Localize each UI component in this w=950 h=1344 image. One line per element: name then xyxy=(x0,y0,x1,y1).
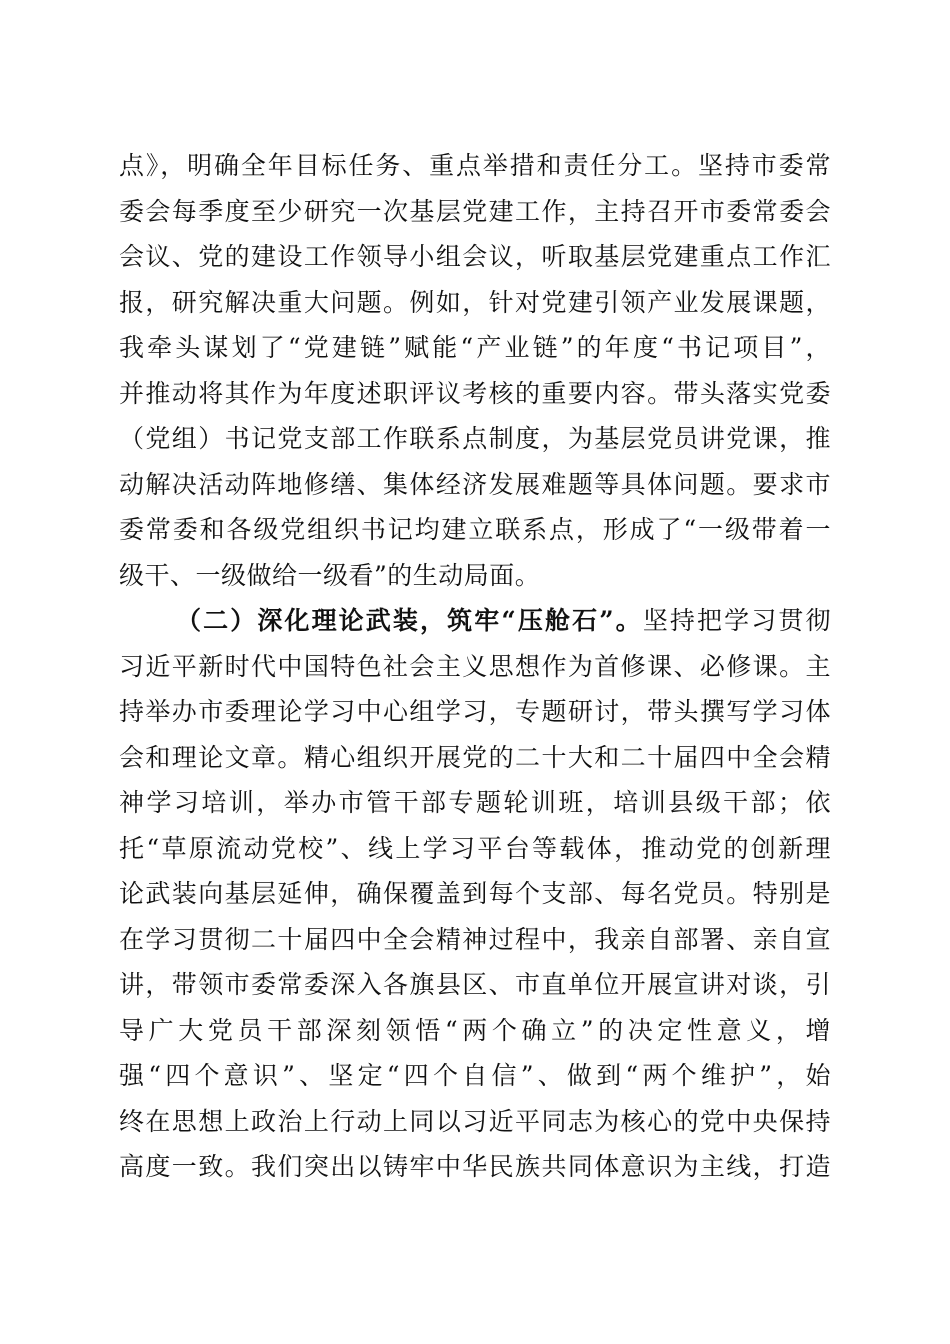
text-line: （党组）书记党支部工作联系点制度，为基层党员讲党课，推 xyxy=(119,424,831,453)
text-line: 委常委和各级党组织书记均建立联系点，形成了“一级带着一 xyxy=(119,515,831,544)
text-line: 讲，带领市委常委深入各旗县区、市直单位开展宣讲对谈，引 xyxy=(119,970,831,999)
text-line: 报，研究解决重大问题。例如，针对党建引领产业发展课题， xyxy=(119,287,831,317)
text-line: 会议、党的建设工作领导小组会议，听取基层党建重点工作汇 xyxy=(119,242,831,271)
text-line: 我牵头谋划了“党建链”赋能“产业链”的年度“书记项目”， xyxy=(119,333,831,362)
text-line: 点》，明确全年目标任务、重点举措和责任分工。坚持市委常 xyxy=(119,151,831,180)
text-line: 动解决活动阵地修缮、集体经济发展难题等具体问题。要求市 xyxy=(119,469,831,499)
section-heading: （二）深化理论武装，筑牢“压舱石”。 xyxy=(176,606,643,635)
text-line: 论武装向基层延伸，确保覆盖到每个支部、每名党员。特别是 xyxy=(119,879,831,908)
section-heading-line xyxy=(119,598,831,644)
text-line: 神学习培训，举办市管干部专题轮训班，培训县级干部；依 xyxy=(119,788,831,817)
text-line: 会和理论文章。精心组织开展党的二十大和二十届四中全会精 xyxy=(119,742,831,772)
text-line: 托“草原流动党校”、线上学习平台等载体，推动党的创新理 xyxy=(119,833,831,863)
text-line: 委会每季度至少研究一次基层党建工作，主持召开市委常委会 xyxy=(119,196,831,226)
heading-line-text: 坚持把学习贯彻 xyxy=(642,606,831,635)
text-line: 在学习贯彻二十届四中全会精神过程中，我亲自部署、亲自宣 xyxy=(119,924,831,954)
text-line: 强“四个意识”、坚定“四个自信”、做到“两个维护”，始 xyxy=(119,1061,831,1090)
body-text xyxy=(119,143,831,1190)
text-line: 高度一致。我们突出以铸牢中华民族共同体意识为主线，打造 xyxy=(119,1152,831,1181)
text-line: 并推动将其作为年度述职评议考核的重要内容。带头落实党委 xyxy=(119,378,831,408)
text-line: 级干、一级做给一级看”的生动局面。 xyxy=(119,560,541,590)
text-line: 习近平新时代中国特色社会主义思想作为首修课、必修课。主 xyxy=(119,651,831,681)
text-line: 终在思想上政治上行动上同以习近平同志为核心的党中央保持 xyxy=(119,1106,831,1136)
text-line: 持举办市委理论学习中心组学习，专题研讨，带头撰写学习体 xyxy=(119,697,831,726)
text-line: 导广大党员干部深刻领悟“两个确立”的决定性意义，增 xyxy=(119,1015,831,1045)
